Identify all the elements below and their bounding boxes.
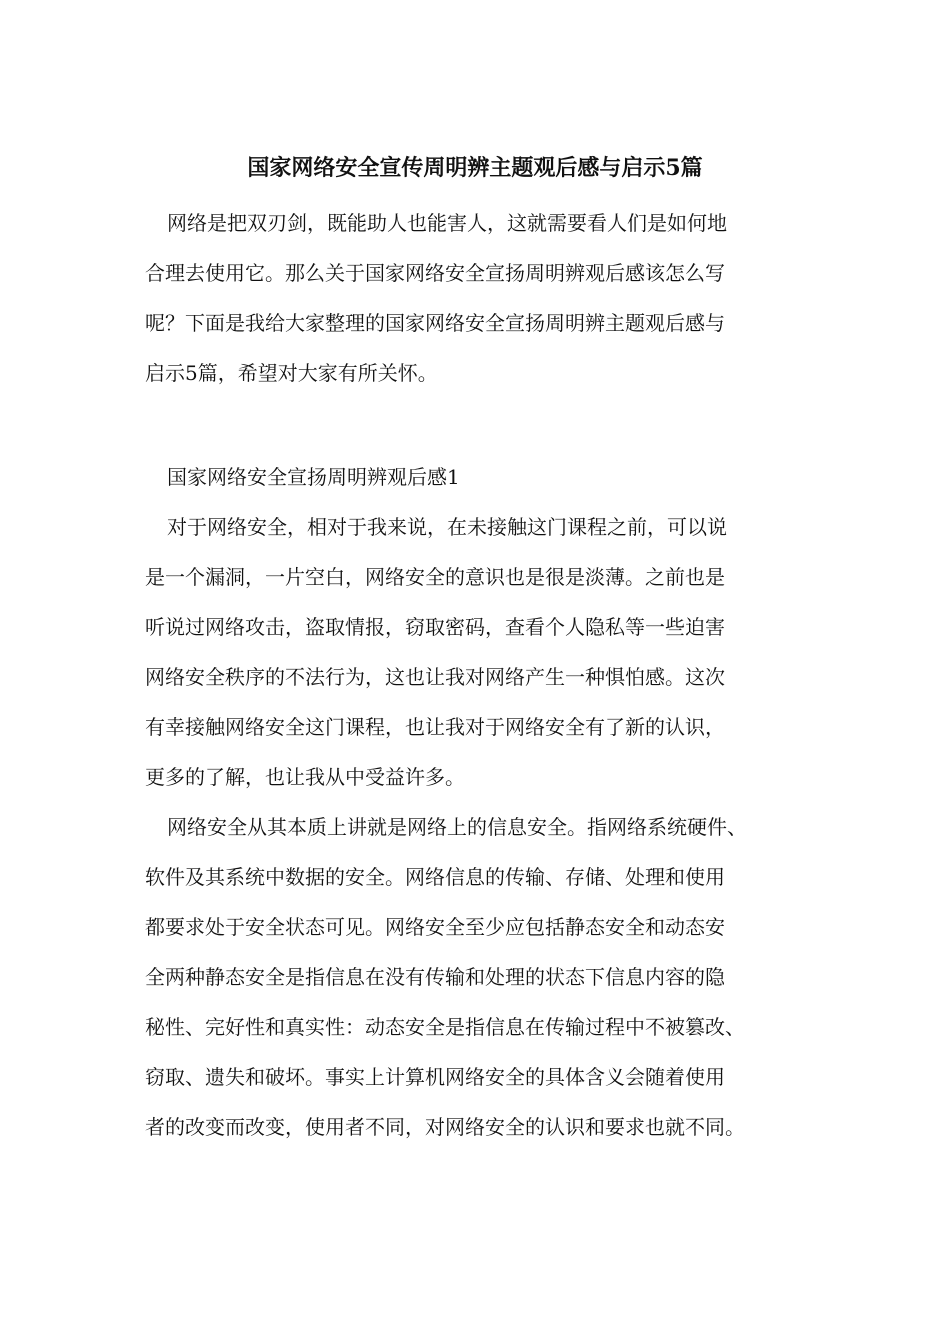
- paragraph-1-line: 有幸接触网络安全这门课程，也让我对于网络安全有了新的认识，: [145, 715, 725, 739]
- paragraph-1-line: 对于网络安全，相对于我来说，在未接触这门课程之前，可以说: [167, 515, 727, 539]
- intro-line: 启示5篇，希望对大家有所关怀。: [145, 361, 438, 385]
- intro-line: 呢？下面是我给大家整理的国家网络安全宣扬周明辨主题观后感与: [145, 311, 725, 335]
- paragraph-2-line: 秘性、完好性和真实性：动态安全是指信息在传输过程中不被篡改、: [145, 1015, 745, 1039]
- paragraph-2-line: 者的改变而改变，使用者不同，对网络安全的认识和要求也就不同。: [145, 1115, 745, 1139]
- paragraph-1-line: 更多的了解，也让我从中受益许多。: [145, 765, 465, 789]
- paragraph-1-line: 是一个漏洞，一片空白，网络安全的意识也是很是淡薄。之前也是: [145, 565, 725, 589]
- paragraph-1-line: 听说过网络攻击，盗取情报，窃取密码，查看个人隐私等一些迫害: [145, 615, 725, 639]
- paragraph-1-line: 网络安全秩序的不法行为，这也让我对网络产生一种惧怕感。这次: [145, 665, 725, 689]
- paragraph-2-line: 都要求处于安全状态可见。网络安全至少应包括静态安全和动态安: [145, 915, 725, 939]
- document-title: 国家网络安全宣传周明辨主题观后感与启示5篇: [247, 155, 703, 181]
- intro-line: 合理去使用它。那么关于国家网络安全宣扬周明辨观后感该怎么写: [145, 261, 725, 285]
- paragraph-2-line: 全两种静态安全是指信息在没有传输和处理的状态下信息内容的隐: [145, 965, 725, 989]
- paragraph-2-line: 窃取、遗失和破坏。事实上计算机网络安全的具体含义会随着使用: [145, 1065, 725, 1089]
- paragraph-2-line: 软件及其系统中数据的安全。网络信息的传输、存储、处理和使用: [145, 865, 725, 889]
- section-heading: 国家网络安全宣扬周明辨观后感1: [167, 465, 460, 489]
- intro-line: 网络是把双刃剑，既能助人也能害人，这就需要看人们是如何地: [167, 211, 727, 235]
- paragraph-2-line: 网络安全从其本质上讲就是网络上的信息安全。指网络系统硬件、: [167, 815, 747, 839]
- section-1: [145, 452, 825, 1152]
- intro-paragraph: [145, 198, 825, 398]
